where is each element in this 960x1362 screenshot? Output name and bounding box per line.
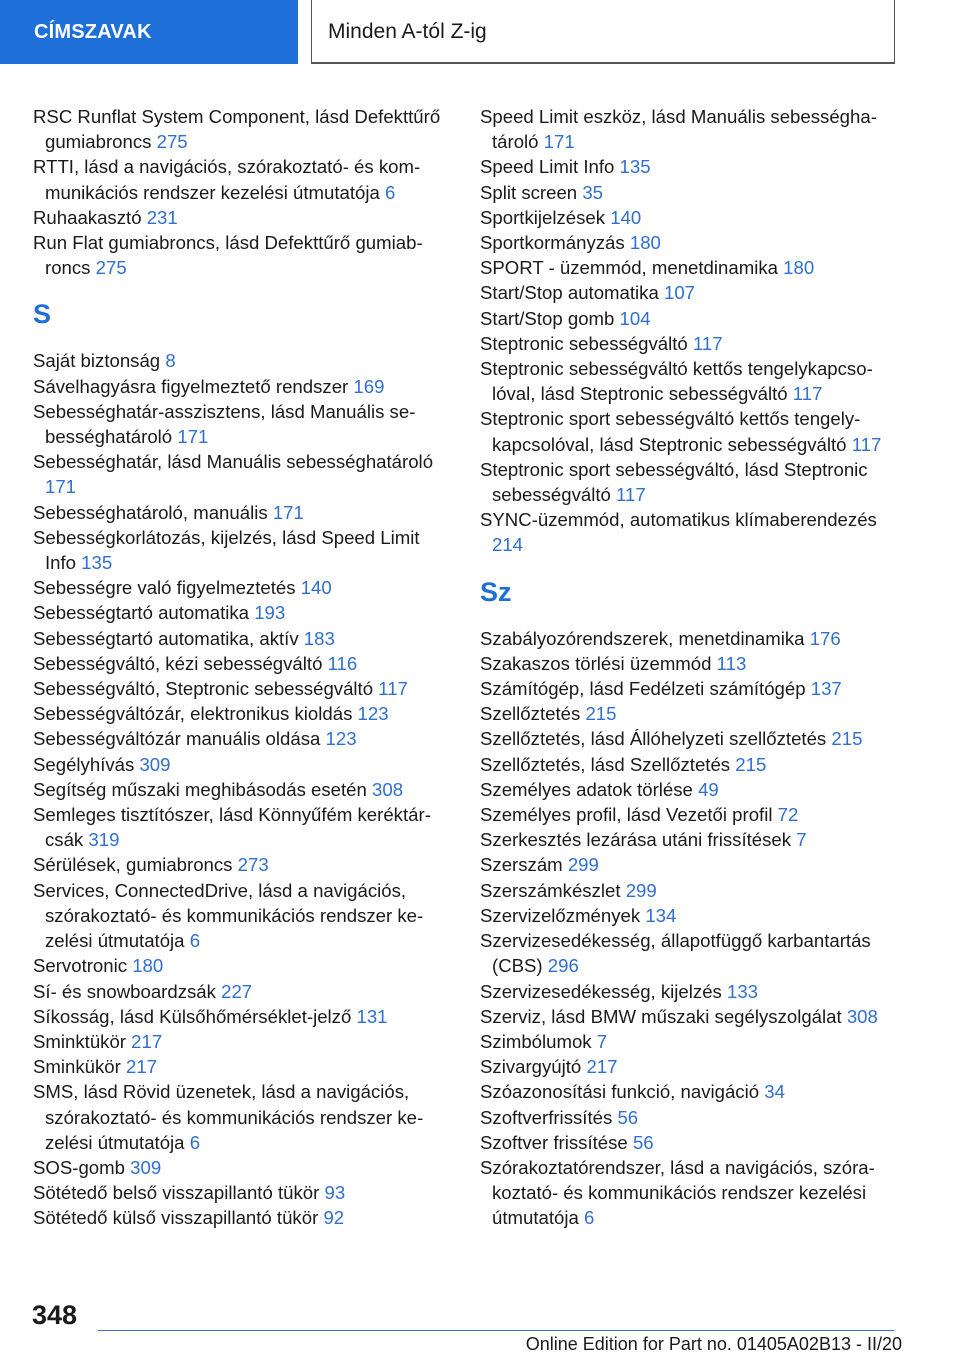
index-entry-text: Steptronic sport sebességváltó kettős tengelykapcsolóval, lásd Steptronic sebességváltó — [480, 408, 861, 455]
page-number: 348 — [32, 1300, 78, 1330]
index-entry — [33, 626, 453, 651]
index-entry — [33, 802, 453, 852]
index-page-link[interactable]: 180 — [629, 232, 661, 254]
index-entry — [33, 979, 453, 1004]
index-entry-text: Steptronic sport sebességváltó, lásd Steptronic sebességváltó — [480, 458, 868, 506]
index-page-link[interactable]: 116 — [327, 652, 358, 674]
index-page-link[interactable]: 104 — [619, 307, 651, 329]
index-entry-text: Szoftverfrissítés — [480, 1106, 613, 1128]
index-page-link[interactable]: 72 — [777, 804, 799, 826]
index-page-link[interactable]: 183 — [303, 627, 335, 649]
index-entry — [480, 154, 900, 179]
index-entry — [33, 726, 453, 751]
footer-divider — [98, 1330, 894, 1331]
index-entry — [480, 878, 900, 903]
index-entry-text: Szerszámkészlet — [480, 879, 621, 901]
index-entry-text: Szakaszos törlési üzemmód — [480, 652, 712, 674]
index-page-link[interactable]: 6 — [385, 181, 396, 203]
index-entry-text: Szórakoztatórendszer, lásd a navigációs, szórakoztató- és kommunikációs rendszer kezelési útmutatója — [480, 1156, 875, 1229]
index-entry-text: Sebességhatár, lásd Manuális sebességhatároló — [33, 451, 434, 473]
index-entry-text: Sebességkorlátozás, kijelzés, lásd Speed Limit Info — [33, 526, 420, 574]
index-entry-text: Sávelhagyásra figyelmeztető rendszer — [33, 375, 349, 397]
index-entry-text: Sminktükör — [33, 1030, 126, 1052]
index-entry — [33, 752, 453, 777]
index-entry-text: Run Flat gumiabroncs, lásd Defekttűrő gumiabroncs — [33, 232, 423, 279]
section-title[interactable]: Minden A-tól Z-ig — [311, 0, 895, 64]
index-page-link[interactable]: 227 — [221, 980, 253, 1002]
index-entry — [33, 104, 453, 154]
index-entry-text: SPORT - üzemmód, menetdinamika — [480, 257, 778, 279]
index-entry — [33, 1004, 453, 1029]
index-entry-text: Start/Stop gomb — [480, 307, 615, 329]
index-entry — [480, 280, 900, 305]
index-entry — [33, 1079, 453, 1155]
index-entry-text: Sérülések, gumiabroncs — [33, 854, 233, 876]
index-page-link[interactable]: 117 — [692, 332, 723, 354]
index-page-link[interactable]: 135 — [81, 552, 113, 574]
index-page-link[interactable]: 123 — [357, 703, 389, 725]
index-entry-text: Speed Limit eszköz, lásd Manuális sebességhatároló — [480, 106, 877, 153]
index-entry-text: Szervizesedékesség, kijelzés — [480, 980, 722, 1002]
index-entry-text: Szerszám — [480, 854, 563, 876]
index-page-link[interactable]: 133 — [727, 980, 759, 1002]
index-page-link[interactable]: 309 — [130, 1156, 162, 1178]
index-entry — [480, 827, 900, 852]
index-page-link[interactable]: 107 — [663, 282, 696, 304]
tab-cimszavak[interactable]: CÍMSZAVAK — [0, 0, 298, 64]
index-page-link[interactable]: 56 — [632, 1131, 654, 1153]
index-entry-text: Szabályozórendszerek, menetdinamika — [480, 627, 805, 649]
index-entry — [480, 903, 900, 928]
index-page-link[interactable]: 134 — [645, 904, 677, 926]
index-page-link[interactable]: 176 — [809, 627, 841, 649]
index-entry-text: Szellőztetés, lásd Szellőztetés — [480, 753, 731, 775]
index-entry — [33, 777, 453, 802]
index-entry-text: Semleges tisztítószer, lásd Könnyűfém keréktárcsák — [33, 804, 431, 851]
index-entry-text: Split screen — [480, 181, 578, 203]
index-page-link[interactable]: 296 — [547, 955, 579, 977]
index-entry — [33, 399, 453, 449]
index-page-link[interactable]: 92 — [323, 1207, 345, 1229]
index-page-link[interactable]: 215 — [585, 703, 617, 725]
index-page-link[interactable]: 171 — [177, 426, 209, 448]
index-entry — [33, 1180, 453, 1205]
index-page-link[interactable]: 215 — [831, 728, 863, 750]
index-entry-text: RSC Runflat System Component, lásd Defekttűrő gumiabroncs — [33, 106, 441, 153]
index-entry-text: Személyes profil, lásd Vezetői profil — [480, 804, 773, 826]
index-entry — [480, 331, 900, 356]
index-entry — [480, 1130, 900, 1155]
index-page-link[interactable]: 140 — [300, 577, 332, 599]
index-page-link[interactable]: 137 — [810, 678, 842, 700]
index-entry — [480, 626, 900, 651]
index-entry — [480, 802, 900, 827]
index-page-link[interactable]: 193 — [254, 602, 286, 624]
index-entry-text: Sportkormányzás — [480, 232, 625, 254]
index-entry-text: Steptronic sebességváltó — [480, 332, 688, 354]
index-page-link[interactable]: 275 — [156, 131, 188, 153]
index-entry — [480, 676, 900, 701]
index-entry — [33, 953, 453, 978]
index-entry — [480, 852, 900, 877]
index-entry — [33, 1054, 453, 1079]
index-page-link[interactable]: 308 — [372, 778, 404, 800]
index-entry — [480, 205, 900, 230]
index-entry-text: SOS-gomb — [33, 1156, 125, 1178]
index-entry-text: Segélyhívás — [33, 753, 135, 775]
index-letter-heading: S — [33, 299, 52, 330]
index-entry — [480, 230, 900, 255]
index-page-link[interactable]: 217 — [131, 1030, 163, 1052]
index-entry — [33, 701, 453, 726]
index-page-link[interactable]: 180 — [132, 955, 164, 977]
index-entry-text: Szervizesedékesség, állapotfüggő karbantartás (CBS) — [480, 930, 871, 977]
index-entry-text: Számítógép, lásd Fedélzeti számítógép — [480, 678, 806, 700]
index-entry — [480, 457, 900, 507]
index-entry-text: Sebességhatár-asszisztens, lásd Manuális sebességhatároló — [33, 400, 416, 448]
index-column-left — [33, 104, 453, 1231]
index-page-link[interactable]: 171 — [45, 476, 77, 498]
index-entry-text: Személyes adatok törlése — [480, 778, 693, 800]
index-entry — [480, 1079, 900, 1104]
index-page-link[interactable]: 275 — [95, 257, 127, 279]
index-entry-text: Szellőztetés — [480, 703, 581, 725]
index-entry-text: Szervizelőzmények — [480, 904, 641, 926]
index-entry — [33, 1155, 453, 1180]
index-page-link[interactable]: 131 — [356, 1005, 388, 1027]
index-entry-text: Szoftver frissítése — [480, 1131, 628, 1153]
index-entry-text: RTTI, lásd a navigációs, szórakoztató- és kommunikációs rendszer kezelési útmutatója — [33, 156, 421, 203]
index-entry — [33, 878, 453, 954]
index-entry — [480, 406, 900, 456]
index-entry-text: Szellőztetés, lásd Állóhelyzeti szellőztetés — [480, 728, 827, 750]
index-entry — [480, 777, 900, 802]
index-entry — [480, 255, 900, 280]
index-page-link[interactable]: 117 — [378, 678, 408, 700]
index-page-link[interactable]: 214 — [492, 534, 524, 556]
index-entry-text: Servotronic — [33, 955, 128, 977]
index-page-link[interactable]: 35 — [582, 181, 604, 203]
index-entry-text: Sötétedő belső visszapillantó tükör — [33, 1182, 320, 1204]
index-entry-text: Szerkesztés lezárása utáni frissítések — [480, 829, 792, 851]
index-entry — [33, 1205, 453, 1230]
index-entry — [480, 928, 900, 978]
index-page-link[interactable]: 49 — [698, 778, 719, 800]
index-entry — [33, 374, 453, 399]
index-entry — [33, 230, 453, 280]
index-page-link[interactable]: 7 — [596, 1030, 608, 1052]
index-entry-text: Sportkijelzések — [480, 206, 606, 228]
index-entry — [480, 356, 900, 406]
index-page-link[interactable]: 8 — [165, 350, 176, 372]
index-entry-text: Sebességre való figyelmeztetés — [33, 577, 296, 599]
index-page-link[interactable]: 309 — [139, 753, 171, 775]
index-page-link[interactable]: 273 — [237, 854, 269, 876]
index-entry-text: Sebességváltózár, elektronikus kioldás — [33, 703, 353, 725]
index-page-link[interactable]: 171 — [543, 131, 575, 153]
index-entry-text: Sebességváltó, Steptronic sebességváltó — [33, 678, 374, 700]
index-entry — [33, 500, 453, 525]
index-entry — [480, 1155, 900, 1231]
index-entry-text: Szivargyújtó — [480, 1056, 582, 1078]
footer-edition: Online Edition for Part no. 01405A02B13 - II/20 — [525, 1334, 902, 1354]
index-entry-text: Saját biztonság — [33, 350, 161, 372]
index-page-link[interactable]: 140 — [610, 206, 642, 228]
index-entry — [480, 180, 900, 205]
index-entry — [33, 676, 453, 701]
index-entry — [480, 651, 900, 676]
index-page-link[interactable]: 217 — [126, 1056, 158, 1078]
index-entry — [33, 449, 453, 499]
index-page-link[interactable]: 169 — [353, 375, 385, 397]
index-page-link[interactable]: 231 — [146, 206, 178, 228]
index-entry — [480, 306, 900, 331]
index-entry-text: Start/Stop automatika — [480, 282, 659, 304]
index-entry-text: Sebességváltó, kézi sebességváltó — [33, 652, 323, 674]
index-page-link[interactable]: 308 — [846, 1005, 878, 1027]
index-entry-text: Síkosság, lásd Külsőhőmérséklet-jelző — [33, 1005, 352, 1027]
index-page-link[interactable]: 215 — [735, 753, 767, 775]
index-entry-text: Sebességhatároló, manuális — [33, 501, 268, 523]
index-entry — [33, 205, 453, 230]
index-entry-text: Ruhaakasztó — [33, 206, 142, 228]
index-entry-text: Sötétedő külső visszapillantó tükör — [33, 1207, 319, 1229]
index-entry — [480, 507, 900, 557]
index-page-link[interactable]: 180 — [783, 257, 815, 279]
index-entry — [33, 600, 453, 625]
index-entry-text: Steptronic sebességváltó kettős tengelykapcsolóval, lásd Steptronic sebességváltó — [480, 358, 873, 405]
index-page-link[interactable]: 123 — [325, 728, 357, 750]
index-entry-text: Szerviz, lásd BMW műszaki segélyszolgálat — [480, 1005, 842, 1027]
index-entry — [480, 1004, 900, 1029]
index-entry-text: Sebességváltózár manuális oldása — [33, 728, 321, 750]
index-page-link[interactable]: 217 — [586, 1056, 618, 1078]
index-entry-text: Speed Limit Info — [480, 156, 615, 178]
index-page-link[interactable]: 117 — [616, 484, 646, 506]
index-entry — [480, 104, 900, 154]
index-entry-text: SYNC-üzemmód, automatikus klímaberendezés — [480, 509, 877, 531]
index-page-link[interactable]: 56 — [617, 1106, 639, 1128]
index-page-link[interactable]: 117 — [851, 433, 882, 455]
index-entry-text: Sebességtartó automatika, aktív — [33, 627, 299, 649]
index-entry-text: Sebességtartó automatika — [33, 602, 250, 624]
index-page-link[interactable]: 6 — [189, 930, 201, 952]
index-entry — [480, 1029, 900, 1054]
index-entry — [480, 752, 900, 777]
index-entry-text: Szóazonosítási funkció, navigáció — [480, 1081, 760, 1103]
index-page-link[interactable]: 319 — [88, 829, 120, 851]
index-page-link[interactable]: 7 — [796, 829, 807, 851]
index-page-link[interactable]: 299 — [625, 879, 657, 901]
index-entry — [33, 348, 453, 373]
index-entry-text: Segítség műszaki meghibásodás esetén — [33, 778, 367, 800]
index-entry — [33, 575, 453, 600]
index-entry — [480, 1054, 900, 1079]
index-page-link[interactable]: 117 — [792, 383, 823, 405]
index-entry — [33, 651, 453, 676]
index-page-link[interactable]: 113 — [716, 652, 747, 674]
index-page-link[interactable]: 6 — [189, 1131, 201, 1153]
index-entry — [480, 701, 900, 726]
index-page-link[interactable]: 299 — [567, 854, 599, 876]
index-page-link[interactable]: 171 — [272, 501, 304, 523]
index-entry-text: Sí- és snowboardzsák — [33, 980, 216, 1002]
index-page-link[interactable]: 34 — [764, 1081, 785, 1103]
index-entry — [33, 1029, 453, 1054]
index-entry — [33, 154, 453, 204]
index-entry — [33, 525, 453, 575]
index-page-link[interactable]: 93 — [324, 1182, 346, 1204]
index-entry-text: Sminkükör — [33, 1056, 121, 1078]
index-entry-text: Services, ConnectedDrive, lásd a navigációs, szórakoztató- és kommunikációs rendszer kezelési útmutatója — [33, 879, 424, 952]
index-page-link[interactable]: 6 — [584, 1207, 595, 1229]
index-page-link[interactable]: 135 — [619, 156, 651, 178]
index-entry-text: Szimbólumok — [480, 1030, 592, 1052]
index-entry — [33, 852, 453, 877]
index-entry — [480, 726, 900, 751]
index-entry — [480, 1105, 900, 1130]
index-column-right — [480, 104, 900, 1231]
index-letter-heading: Sz — [480, 576, 512, 607]
index-entry-text: SMS, lásd Rövid üzenetek, lásd a navigációs, szórakoztató- és kommunikációs rendszer kezelési útmutatója — [33, 1081, 424, 1153]
index-entry — [480, 979, 900, 1004]
